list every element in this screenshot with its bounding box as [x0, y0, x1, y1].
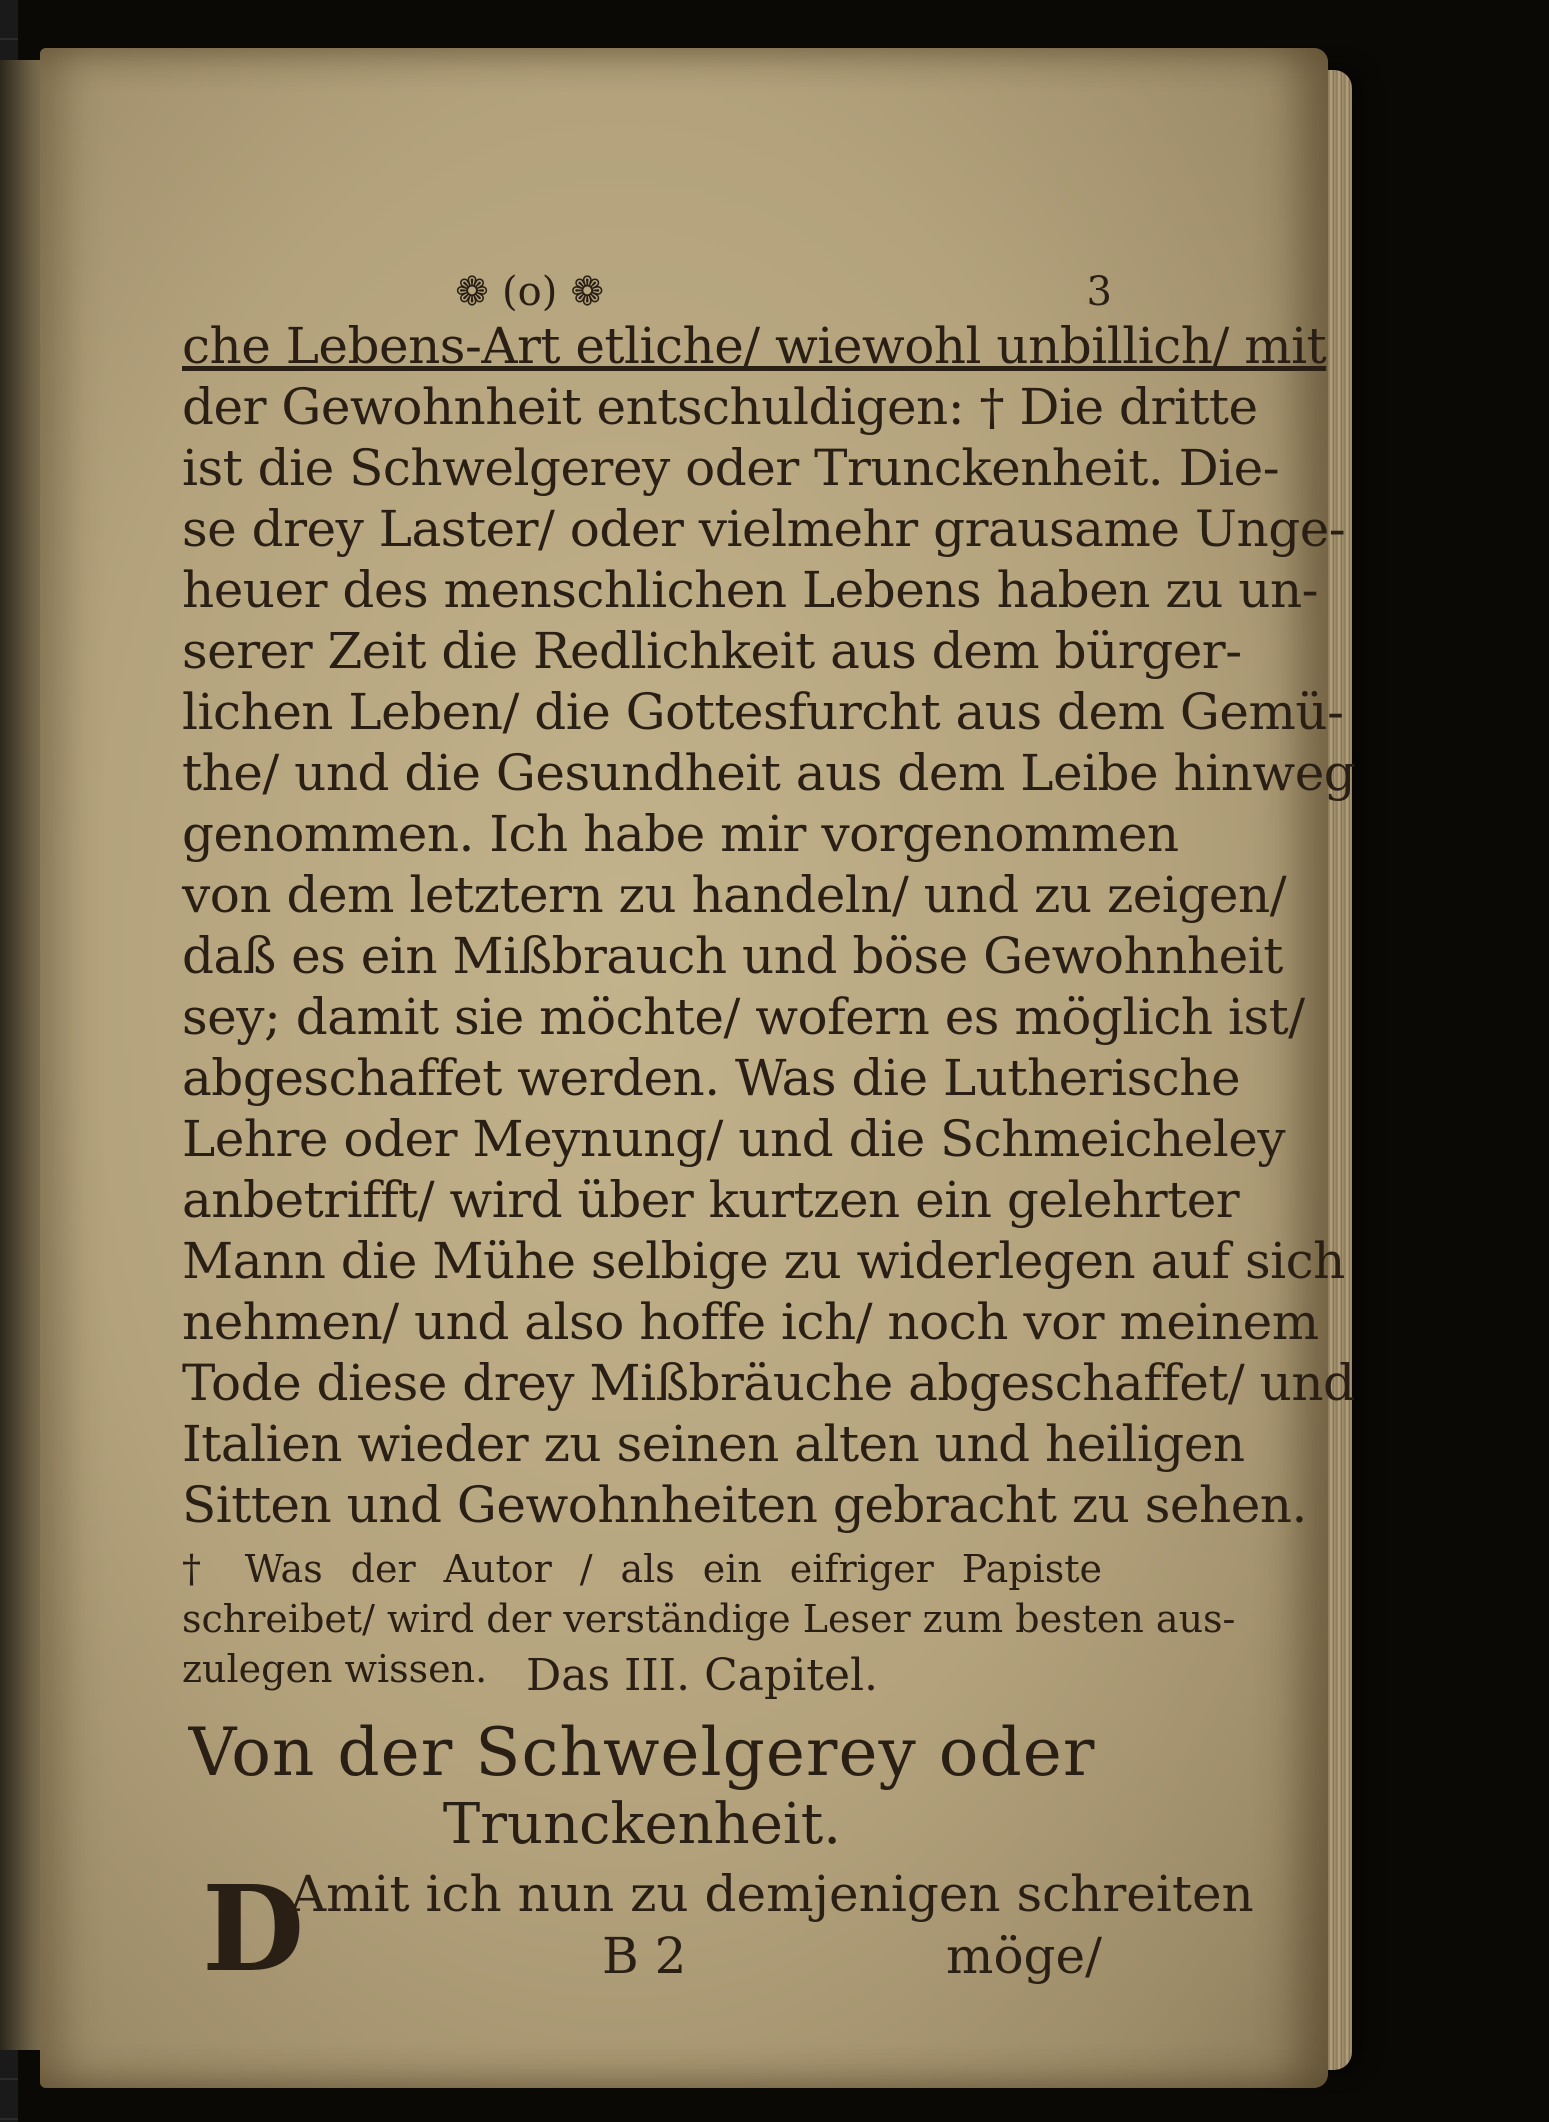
- page-number: 3: [1086, 269, 1112, 315]
- drop-cap: D: [202, 1859, 305, 1998]
- text-line: nehmen/ und also hoffe ich/ noch vor meinem: [182, 1293, 1319, 1351]
- text-line: lichen Leben/ die Gottesfurcht aus dem Gemü-: [182, 683, 1344, 741]
- book-page: [40, 48, 1356, 2088]
- text-line: Italien wieder zu seinen alten und heiligen: [182, 1415, 1245, 1473]
- text-line: se drey Laster/ oder vielmehr grausame Unge-: [182, 500, 1346, 558]
- text-line: der Gewohnheit entschuldigen: † Die dritte: [182, 378, 1258, 436]
- text-line: ist die Schwelgerey oder Trunckenheit. Die-: [182, 439, 1280, 497]
- text-line: sey; damit sie möchte/ wofern es möglich ist/: [182, 988, 1305, 1046]
- opening-line: Amit ich nun zu demjenigen schreiten: [290, 1865, 1254, 1923]
- text-line: anbetrifft/ wird über kurtzen ein gelehrter: [182, 1171, 1240, 1229]
- running-header: [452, 268, 1112, 316]
- opening-paragraph: [182, 1859, 1254, 2004]
- footnote-line: † Was der Autor / als ein eifriger Papiste: [182, 1547, 1102, 1591]
- footnote-line: zulegen wissen.: [182, 1647, 488, 1691]
- text-line: heuer des menschlichen Lebens haben zu un-: [182, 561, 1319, 619]
- text-line: Tode diese drey Mißbräuche abgeschaffet/ und: [182, 1354, 1355, 1412]
- header-mark: (o): [502, 269, 558, 315]
- text-line: Lehre oder Meynung/ und die Schmeicheley: [182, 1110, 1286, 1168]
- body-text: [182, 316, 1356, 1536]
- page-text: [182, 268, 1356, 2004]
- ornament-right-icon: ❁: [570, 269, 605, 315]
- chapter-label: Das III. Capitel.: [525, 1650, 879, 1701]
- text-line: che Lebens-Art etliche/ wiewohl unbillich/ mit: [182, 317, 1327, 375]
- chapter-title: Von der Schwelgerey oder: [188, 1714, 1096, 1791]
- ornament-left-icon: ❁: [455, 269, 489, 315]
- text-line: abgeschaffet werden. Was die Lutherische: [182, 1049, 1241, 1107]
- signature-mark: B 2: [602, 1927, 687, 1985]
- chapter-title-continued: Trunckenheit.: [442, 1792, 842, 1857]
- text-line: serer Zeit die Redlichkeit aus dem bürger-: [182, 622, 1242, 680]
- text-line: genommen. Ich habe mir vorgenommen: [182, 805, 1179, 863]
- footnote-line: schreibet/ wird der verständige Leser zum besten aus-: [182, 1597, 1236, 1641]
- text-line: von dem letztern zu handeln/ und zu zeigen/: [182, 866, 1287, 924]
- text-line: Sitten und Gewohnheiten gebracht zu sehen.: [182, 1476, 1307, 1534]
- catchword: möge/: [946, 1927, 1102, 1985]
- text-line: daß es ein Mißbrauch und böse Gewohnheit: [182, 927, 1283, 985]
- text-line: the/ und die Gesundheit aus dem Leibe hinweg: [182, 744, 1356, 802]
- text-line: Mann die Mühe selbige zu widerlegen auf sich: [182, 1232, 1345, 1290]
